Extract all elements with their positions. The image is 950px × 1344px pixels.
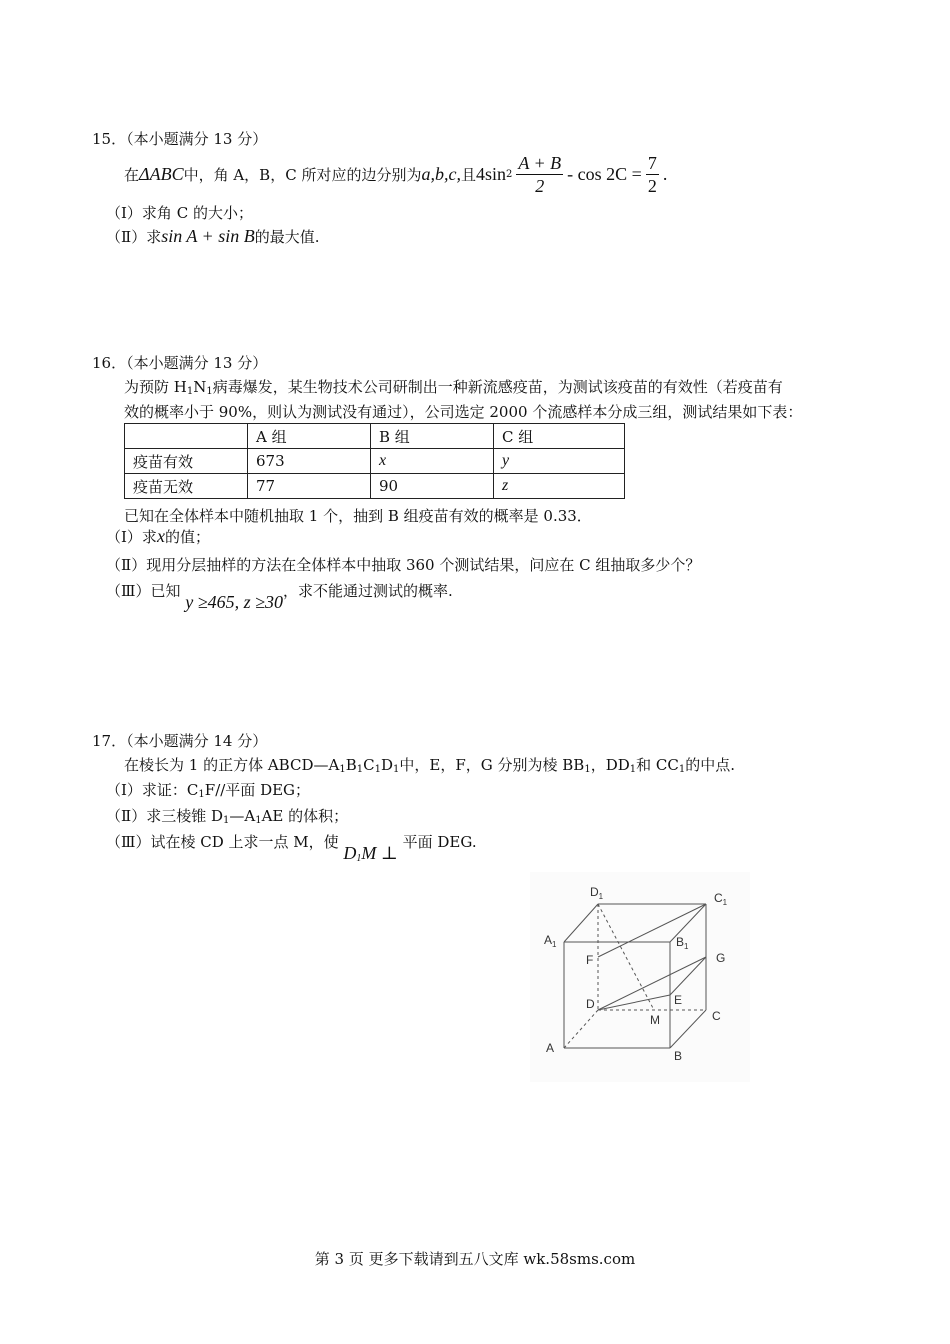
q16-sub2: 1 — [206, 386, 213, 397]
table-cell: y — [494, 449, 625, 474]
subscript: 1 — [629, 764, 637, 775]
table-cell: z — [494, 474, 625, 499]
q15-part2-suffix: 的最大值. — [254, 228, 320, 246]
page-footer: 第 3 页 更多下载请到五八文库 wk.58sms.com — [314, 1250, 636, 1268]
table-cell — [125, 424, 248, 449]
q15-stem-mid: 中，角 A，B，C 所对应的边分别为 — [183, 165, 422, 184]
table-row — [125, 449, 625, 474]
subscript: 1 — [678, 764, 686, 775]
cube-figure — [530, 872, 750, 1082]
q17-stem-text: C — [363, 756, 375, 774]
q17-stem-text: B — [345, 756, 357, 774]
q16-part3-suffix: ，求不能通过测试的概率. — [283, 582, 453, 600]
q15-triangle: ΔABC — [139, 163, 184, 184]
q16-header: 16．（本小题满分 13 分） — [92, 354, 268, 372]
q16-sub1: 1 — [186, 386, 194, 397]
q17-part2-text: （Ⅱ）求三棱锥 D — [106, 807, 223, 825]
q15-frac-num: A + B — [518, 152, 562, 173]
q17-part1-text: F//平面 DEG； — [204, 781, 311, 799]
q15-part2 — [106, 226, 319, 247]
q17-part2-text: —A — [229, 807, 256, 825]
q16-results-table — [124, 423, 625, 499]
q17-part3-m: M ⊥ — [361, 843, 398, 863]
q15-part2-prefix: （Ⅱ）求 — [106, 228, 162, 246]
q16-part3-prefix: （Ⅲ）已知 — [106, 582, 181, 600]
q15-eq-minus: - cos 2C = — [567, 163, 642, 184]
q17-part2-text: AE 的体积； — [261, 807, 349, 825]
subscript: 1 — [356, 764, 364, 775]
q17-stem — [124, 754, 735, 775]
q17-stem-text: 和 CC — [636, 756, 679, 774]
q15-stem — [124, 148, 667, 200]
table-cell: 疫苗有效 — [125, 449, 248, 474]
q16-part2: （Ⅱ）现用分层抽样的方法在全体样本中抽取 360 个测试结果，问应在 C 组抽取多少个？ — [106, 556, 701, 574]
q15-end: . — [662, 163, 668, 184]
q15-part2-expr: sin A + sin B — [161, 226, 255, 246]
q16-known: 已知在全体样本中随机抽取 1 个，抽到 B 组疫苗有效的概率是 0.33． — [124, 507, 592, 525]
q15-stem-and: 且 — [460, 165, 476, 184]
q17-part3 — [106, 831, 477, 864]
q17-part1 — [106, 779, 310, 800]
q16-part1 — [106, 526, 210, 547]
q15-part1: （Ⅰ）求角 C 的大小； — [106, 204, 253, 222]
q16-part3 — [106, 580, 453, 612]
table-cell: 疫苗无效 — [125, 474, 248, 499]
table-cell: B 组 — [371, 424, 494, 449]
q16-part1-var: x — [156, 526, 165, 546]
label-c: C — [712, 1009, 721, 1023]
subscript: 1 — [339, 764, 346, 775]
table-cell: 90 — [371, 474, 494, 499]
q17-stem-text: 在棱长为 1 的正方体 ABCD—A — [124, 756, 340, 774]
q17-header: 17．（本小题满分 14 分） — [92, 732, 268, 750]
q16-line2: 效的概率小于 90%，则认为测试没有通过），公司选定 2000 个流感样本分成三组，测试结果如下表： — [124, 403, 803, 421]
q15-rhs-fraction — [646, 152, 659, 197]
q16-line1 — [124, 376, 783, 397]
q15-header: 15．（本小题满分 13 分） — [92, 130, 268, 148]
subscript: 1 — [198, 789, 205, 800]
q17-stem-text: 中，E，F，G 分别为棱 BB — [399, 756, 585, 774]
q15-eq-coef: 4sin — [475, 163, 506, 184]
q16-part1-prefix: （Ⅰ）求 — [106, 528, 157, 546]
q15-rhs-num: 7 — [647, 152, 657, 173]
q16-part1-suffix: 的值； — [164, 528, 210, 546]
q16-line1-pre: 为预防 H — [124, 378, 187, 396]
label-e: E — [674, 993, 683, 1007]
label-f: F — [586, 953, 594, 967]
table-cell: 77 — [248, 474, 371, 499]
subscript: 1 — [584, 764, 591, 775]
table-cell: C 组 — [494, 424, 625, 449]
table-cell: x — [371, 449, 494, 474]
table-cell: 673 — [248, 449, 371, 474]
q17-part1-text: （Ⅰ）求证：C — [106, 781, 199, 799]
q17-part3-prefix: （Ⅲ）试在棱 CD 上求一点 M，使 — [106, 833, 339, 851]
q17-stem-text: ，DD — [590, 756, 630, 774]
q16-part3-expr: y ≥465, z ≥30 — [185, 592, 284, 612]
label-b1: $B_1$ — [676, 935, 689, 951]
subscript: 1 — [223, 815, 230, 826]
label-a: A — [546, 1041, 555, 1055]
table-cell: A 组 — [248, 424, 371, 449]
subscript: 1 — [255, 815, 262, 826]
q15-rhs-den: 2 — [647, 175, 657, 196]
q15-frac-den: 2 — [535, 175, 545, 196]
label-c1: $C_1$ — [714, 891, 728, 907]
q17-stem-text: 的中点. — [685, 756, 736, 774]
q17-part3-expr — [343, 843, 397, 863]
subscript: 1 — [393, 764, 400, 775]
q15-fraction — [516, 152, 563, 197]
q17-part2 — [106, 805, 348, 826]
table-row — [125, 474, 625, 499]
label-d: D — [586, 997, 595, 1011]
q17-part3-suffix: 平面 DEG. — [402, 833, 477, 851]
label-b: B — [674, 1049, 683, 1063]
q16-line1-n: N — [193, 378, 207, 396]
q15-sides: a,b,c, — [421, 163, 461, 184]
q17-stem-text: D — [380, 756, 393, 774]
label-d1: $D_1$ — [590, 885, 604, 901]
label-m: M — [650, 1013, 660, 1027]
label-g: G — [716, 951, 726, 965]
subscript: 1 — [356, 853, 362, 864]
table-header-row — [125, 424, 625, 449]
label-a1: $A_1$ — [544, 933, 557, 949]
q16-line1-post: 病毒爆发，某生物技术公司研制出一种新流感疫苗，为测试该疫苗的有效性（若疫苗有 — [212, 378, 783, 396]
q15-eq-pow: 2 — [505, 168, 513, 180]
q17-part3-d: D — [343, 843, 357, 863]
subscript: 1 — [374, 764, 381, 775]
q15-stem-prefix: 在 — [124, 165, 140, 184]
